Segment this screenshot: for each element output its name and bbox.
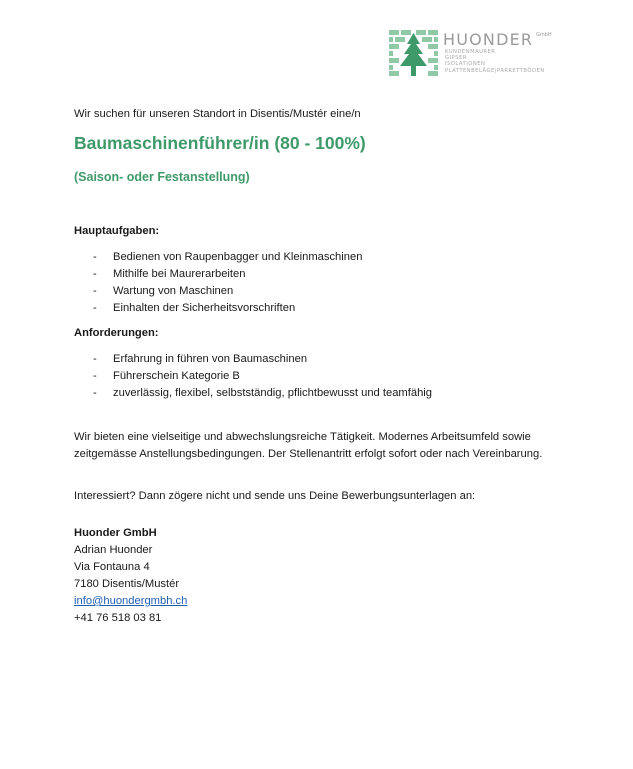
tasks-heading: Hauptaufgaben: — [74, 225, 160, 237]
task-text: Wartung von Maschinen — [113, 285, 234, 297]
list-item — [74, 283, 362, 300]
requirement-text: zuverlässig, flexibel, selbstständig, pflichtbewusst und teamfähig — [113, 387, 433, 399]
logo-company-name: HUONDER — [443, 30, 534, 49]
contact-company: Huonder GmbH — [74, 527, 157, 539]
requirement-text: Führerschein Kategorie B — [113, 370, 240, 382]
task-text: Einhalten der Sicherheitsvorschriften — [113, 302, 296, 314]
logo-tagline: PLATTENBELÄGE|PARKETTBÖDEN — [445, 67, 545, 74]
logo-tagline: KUNDENMAURER — [445, 49, 496, 55]
company-logo — [389, 30, 564, 76]
requirement-text: Erfahrung in führen von Baumaschinen — [113, 353, 308, 365]
brick-tree-logo-icon — [389, 30, 438, 76]
requirements-list — [74, 351, 432, 402]
bullet-dash: - — [93, 302, 97, 314]
bullet-dash: - — [93, 387, 97, 399]
list-item — [74, 385, 432, 402]
bullet-dash: - — [93, 268, 97, 280]
bullet-dash: - — [93, 370, 97, 382]
tasks-list — [74, 249, 362, 317]
requirements-heading: Anforderungen: — [74, 327, 159, 339]
application-call: Interessiert? Dann zögere nicht und sende uns Deine Bewerbungsunterlagen an: — [74, 490, 476, 502]
contact-block — [74, 525, 187, 627]
contact-city: 7180 Disentis/Mustér — [74, 578, 180, 590]
job-title: Baumaschinenführer/in (80 - 100%) — [74, 133, 366, 153]
list-item — [74, 266, 362, 283]
logo-taglines — [445, 49, 545, 74]
bullet-dash: - — [93, 251, 97, 263]
contact-person: Adrian Huonder — [74, 544, 153, 556]
list-item — [74, 351, 432, 368]
list-item — [74, 368, 432, 385]
task-text: Bedienen von Raupenbagger und Kleinmaschinen — [113, 251, 363, 263]
intro-text: Wir suchen für unseren Standort in Disentis/Mustér eine/n — [74, 108, 361, 120]
bullet-dash: - — [93, 353, 97, 365]
bullet-dash: - — [93, 285, 97, 297]
employment-type: (Saison- oder Festanstellung) — [74, 170, 250, 184]
list-item — [74, 249, 362, 266]
contact-street: Via Fontauna 4 — [74, 561, 150, 573]
logo-tagline: GIPSER — [445, 55, 467, 62]
logo-tagline: ISOLATIONEN — [445, 61, 486, 68]
contact-email-link[interactable]: info@huondergmbh.ch — [74, 595, 188, 607]
task-text: Mithilfe bei Maurerarbeiten — [113, 268, 246, 280]
logo-legal-suffix: GmbH — [536, 32, 552, 38]
offer-paragraph: Wir bieten eine vielseitige und abwechslungsreiche Tätigkeit. Modernes Arbeitsumfeld sowie zeitgemässe Anstellungsbedingungen. Der Stellenantritt erfolgt sofort oder nach Vereinbarung. — [74, 431, 543, 460]
contact-phone: +41 76 518 03 81 — [74, 612, 162, 624]
list-item — [74, 300, 362, 317]
